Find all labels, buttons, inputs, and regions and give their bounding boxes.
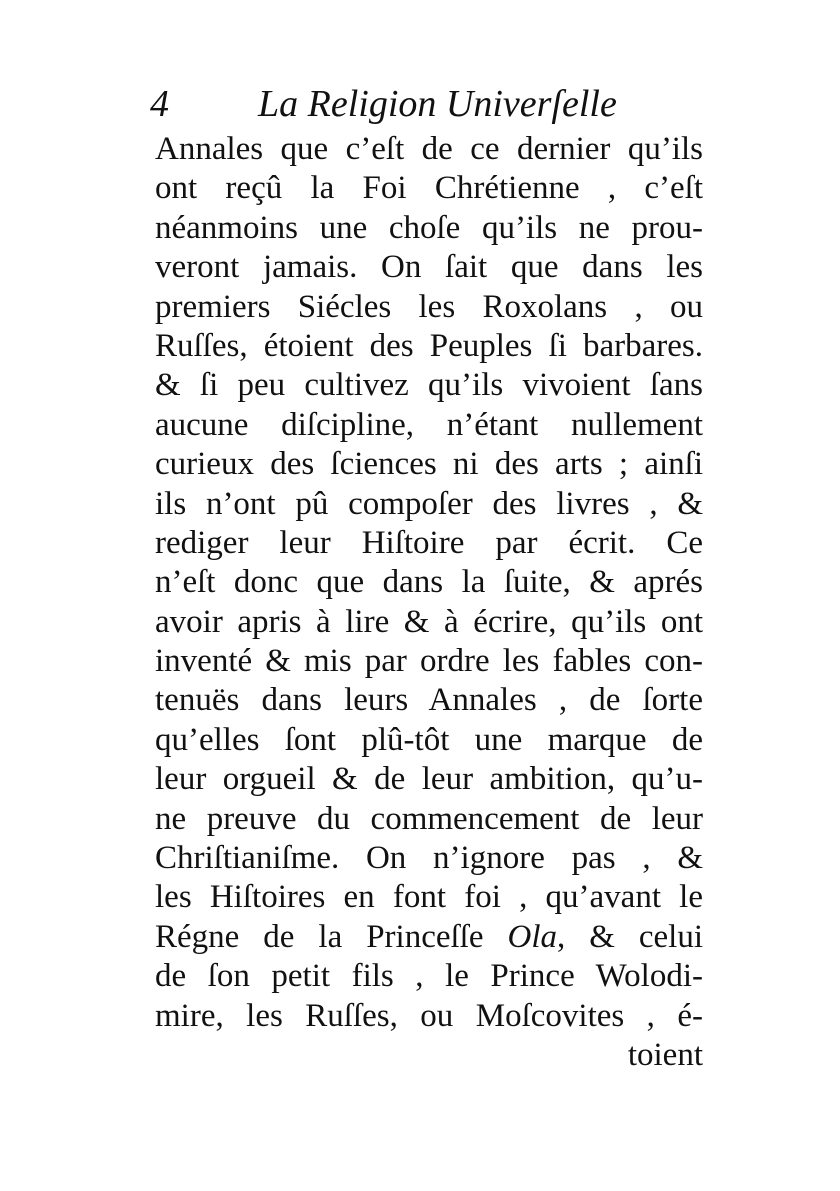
text-line: n’eſt donc que dans la ſuite, & aprés xyxy=(155,564,703,601)
catchword: toient xyxy=(627,1036,703,1073)
text-line: inventé & mis par ordre les fables con- xyxy=(155,643,703,680)
text-line: aucune diſcipline, n’étant nullement xyxy=(155,406,703,443)
text-line: mire, les Ruſſes, ou Moſcovites , é- xyxy=(155,997,703,1034)
text-line: ils n’ont pû compoſer des livres , & xyxy=(155,485,703,522)
text-segment: , & celui xyxy=(556,918,703,955)
text-segment: Régne de la Princeſſe xyxy=(155,918,508,955)
text-line: les Hiſtoires en font foi , qu’avant le xyxy=(155,879,703,916)
text-line: curieux des ſciences ni des arts ; ainſi xyxy=(155,446,703,483)
text-line: avoir apris à lire & à écrire, qu’ils ont xyxy=(155,603,703,640)
text-line: Annales que c’eſt de ce dernier qu’ils xyxy=(155,131,703,167)
text-line: ne preuve du commencement de leur xyxy=(155,800,703,837)
text-line: ont reçû la Foi Chrétienne , c’eſt xyxy=(155,170,703,207)
text-line: tenuës dans leurs Annales , de ſorte xyxy=(155,682,703,719)
text-line: Chriſtianiſme. On n’ignore pas , & xyxy=(155,840,703,877)
page-header xyxy=(150,78,710,130)
text-line: premiers Siécles les Roxolans , ou xyxy=(155,288,703,325)
body-text xyxy=(155,130,703,1075)
text-line: rediger leur Hiſtoire par écrit. Ce xyxy=(155,524,703,561)
text-line: néanmoins une choſe qu’ils ne prou- xyxy=(155,209,703,246)
italic-name: Ola xyxy=(507,918,557,955)
text-line: de ſon petit fils , le Prince Wolodi- xyxy=(155,958,703,995)
text-line: qu’elles ſont plû-tôt une marque de xyxy=(155,721,703,758)
running-title: La Religion Univerſelle xyxy=(258,83,617,125)
text-line: leur orgueil & de leur ambition, qu’u- xyxy=(155,761,703,798)
text-line xyxy=(155,918,703,957)
text-line: Ruſſes, étoient des Peuples ſi barbares. xyxy=(155,327,703,364)
text-line: & ſi peu cultivez qu’ils vivoient ſans xyxy=(155,367,703,404)
page-number: 4 xyxy=(150,83,169,125)
text-line: veront jamais. On ſait que dans les xyxy=(155,249,703,286)
